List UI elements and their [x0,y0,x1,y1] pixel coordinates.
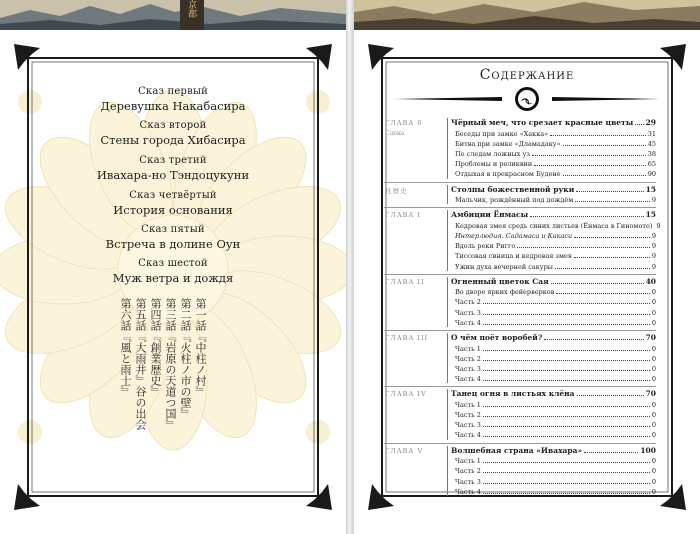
dot-leader [483,350,650,351]
section-divider [384,207,656,208]
page-number: 40 [645,276,656,286]
entry-title: Тиссовая синица и кедровая змея [455,252,572,261]
tale-entry [0,224,346,251]
chapter-label: ГЛАВА I [385,211,421,220]
dot-leader [483,493,650,494]
section-vertical-rule [447,277,448,327]
chapter-heading-link[interactable] [451,210,656,219]
chapter-label: ГЛАВА IV [385,390,427,399]
entry-title: Огненный цветок Сая [451,276,549,286]
page-number: 0 [651,288,656,297]
toc-entry-link[interactable] [455,457,656,465]
toc-entry-link[interactable] [455,196,656,204]
toc-entry-link[interactable] [455,467,656,475]
entry-title: Часть 4 [455,487,481,496]
entry-title: Амбиции Ёнмасы [451,210,529,220]
section-vertical-rule [447,389,448,439]
page-number: 9 [651,231,656,240]
entry-title: Битва при замке «Дламадаку» [455,139,561,148]
chapter-heading-link[interactable] [451,118,656,127]
tale-title: Муж ветра и дождя [112,271,234,285]
entry-title: Часть 3 [455,477,481,486]
chapter-heading-link[interactable] [451,185,656,194]
dot-leader [532,155,646,156]
dot-leader [574,257,650,258]
dot-leader [483,436,650,437]
painting-strip [354,0,700,30]
page-number: 70 [645,333,656,342]
dot-leader [483,380,650,381]
page-number: 0 [651,411,656,419]
section-divider [384,386,656,387]
entry-title: Часть 3 [455,308,481,317]
entry-title: Чёрный меч, что срезает красные цветы [451,118,634,127]
chapter-heading-link[interactable] [451,446,656,455]
tale-number: Сказ пятый [141,224,205,235]
page-number: 65 [647,160,656,169]
section-vertical-rule [447,185,448,205]
chapter-heading-link[interactable] [451,333,656,342]
entry-title: Отдыхая в прекрасном Будене [455,170,561,179]
dot-leader [483,406,650,407]
page-number: 0 [651,487,656,496]
toc-title: Содержание [479,67,575,83]
page-number: 9 [651,242,656,251]
dot-leader [483,314,650,315]
section-divider [384,182,656,183]
entry-title: Мальчик, рождённый под дождём [455,196,574,204]
toc-entry-link[interactable] [455,431,656,439]
vertical-title: 第二話『火柱ノ市の壁』 [179,298,192,419]
toc-entry-link[interactable] [455,421,656,429]
page-number: 0 [651,308,656,317]
tale-number: Сказ четвёртый [129,190,217,201]
entry-title: Часть 4 [455,431,481,440]
page-number: 0 [651,344,656,353]
entry-title: Проблемы и реликвии [455,160,533,169]
toc-entry-link[interactable] [455,160,656,168]
page-number: 0 [651,400,656,409]
toc-entry-link[interactable] [455,170,656,178]
toc-entry-link[interactable] [455,288,656,296]
toc-entry-link[interactable] [455,319,656,327]
dot-leader [556,293,649,294]
toc-entry-link[interactable] [455,365,656,373]
entry-title: Часть 2 [455,411,481,419]
toc-entry-link[interactable] [455,375,656,383]
tale-title: Стены города Хибасира [100,133,246,147]
page-number: 70 [645,389,656,399]
entry-title: Волшебная страна «Ивахара» [451,445,583,455]
dot-leader [483,303,650,304]
dot-leader [550,135,646,136]
entry-title: Интерлюдия. Садамаса и Какаси [455,231,573,240]
toc-entry-link[interactable] [455,488,656,496]
tale-title: Ивахара-но Тэндоцукуни [96,168,250,182]
page-number: 9 [656,221,661,230]
chapter-heading-link[interactable] [451,389,656,398]
dot-leader [483,426,650,427]
toc-entry-link[interactable] [455,411,656,419]
dot-leader [483,462,650,463]
dot-leader [483,360,650,361]
page-number: 15 [645,184,656,194]
tale-entry [0,190,346,217]
dot-leader [551,283,644,284]
toc-entry-link[interactable] [455,298,656,306]
page-number: 31 [647,129,656,138]
chapter-sublabel: Сцена [385,130,405,137]
page-number: 45 [647,139,656,148]
page-number: 9 [651,262,656,271]
toc-entry-link[interactable] [455,140,656,148]
chapter-heading-link[interactable] [451,277,656,286]
toc-entry-link[interactable] [455,263,656,271]
tale-number: Сказ второй [139,120,207,131]
entry-title: Часть 1 [455,400,481,409]
tale-entry [0,86,346,113]
entry-title: Танец огня в листьях клёна [451,389,575,399]
page-number: 29 [645,118,656,127]
section-divider [384,330,656,331]
page-number: 0 [651,364,656,373]
dot-leader [483,472,650,473]
mitsudomoe-emblem-divider [394,86,660,112]
dot-leader [530,216,643,217]
section-divider [384,443,656,444]
section-vertical-rule [447,333,448,383]
chapter-label: ГЛАВА II [385,277,425,286]
toc-entry-link[interactable] [455,252,656,260]
dot-leader [517,247,650,248]
dot-leader [575,201,650,202]
entry-title: Часть 4 [455,318,481,327]
page-number: 0 [651,457,656,466]
page-number: 15 [645,210,656,220]
dot-leader [574,237,650,238]
section-vertical-rule [447,210,448,271]
entry-title: Часть 3 [455,364,481,373]
toc-entry-link[interactable] [455,478,656,486]
section-vertical-rule [447,118,448,179]
dot-leader [544,339,643,340]
dot-leader [534,165,646,166]
entry-title: Столпы божественной руки [451,184,575,194]
dot-leader [577,395,644,396]
page-number: 38 [647,149,656,158]
vertical-title: 第五話『大雨井』谷の出会 [134,298,147,430]
page-number: 0 [651,477,656,486]
page-number: 0 [651,431,656,440]
tale-title: Деревушка Накабасира [100,99,246,113]
entry-title: Кедровая змея средь синих листьев (Ёнмаса в Гиномоте) [455,221,653,230]
toc-entry-link[interactable] [455,345,656,353]
page-number: 0 [651,467,656,476]
entry-title: Беседы при замке «Хакка» [455,129,549,138]
page-number: 9 [651,196,656,204]
chapter-label: 柱歴史 [385,186,408,195]
entry-title: Часть 2 [455,467,481,476]
entry-title: Часть 2 [455,354,481,363]
toc-entry-link[interactable] [455,150,656,158]
section-divider [384,274,656,275]
left-page [0,0,346,534]
page-number: 0 [651,318,656,327]
tale-entry [0,120,346,147]
dot-leader [563,175,646,176]
tale-title: История основания [113,203,233,217]
vertical-title: 第六話『風と雨士』 [119,298,132,397]
dot-leader [584,452,638,453]
tale-title: Встреча в долине Оун [105,237,241,251]
toc-entry-link[interactable] [455,355,656,363]
entry-title: Часть 1 [455,344,481,353]
page-number: 100 [640,445,656,455]
entry-title: Часть 4 [455,375,481,384]
entry-title: Часть 1 [455,457,481,466]
page-number: 0 [651,375,656,384]
dot-leader [483,483,650,484]
chapter-label: ГЛАВА V [385,446,424,455]
toc-entry-link[interactable] [455,401,656,409]
page-number: 0 [651,421,656,430]
entry-title: Ужин духа вечерней сакуры [455,262,553,271]
toc-entry-link[interactable] [455,130,656,138]
dot-leader [555,268,650,269]
dot-leader [483,370,650,371]
dot-leader [635,124,643,125]
entry-title: По следам ложных уз [455,149,530,158]
tale-entry [0,258,346,285]
vertical-title: 第一話『中柱ノ村』 [194,298,207,397]
vertical-stamp: 京都 [186,0,196,18]
dot-leader [483,324,650,325]
entry-title: Часть 3 [455,421,481,430]
section-vertical-rule [447,446,448,496]
tale-number: Сказ шестой [138,258,208,269]
chapter-label: ГЛАВА III [385,334,429,342]
page-number: 90 [647,170,656,179]
entry-title: Часть 2 [455,298,481,307]
tale-entry [0,155,346,182]
toc-entry-link[interactable] [455,242,656,250]
page-number: 0 [651,298,656,307]
entry-title: Во дворе ярких фейерверков [455,288,555,297]
dot-leader [576,191,643,192]
page-number: 9 [651,252,656,261]
right-page [354,0,700,534]
painting-strip [0,0,346,30]
entry-title: О чём поёт воробей? [451,333,543,342]
vertical-title: 第四話『創業歴史』 [149,298,162,397]
tale-number: Сказ третий [139,155,207,166]
toc-entry-link[interactable] [455,232,656,240]
toc-entry-link[interactable] [455,309,656,317]
entry-title: Вдоль реки Ригго [455,242,516,251]
dot-leader [563,145,646,146]
chapter-label: ГЛАВА 0 [385,119,423,127]
tale-number: Сказ первый [138,86,208,97]
book-gutter [346,0,354,534]
toc-entry-link[interactable] [455,221,661,230]
dot-leader [483,416,650,417]
vertical-title: 第三話『岩原の天道つ国』 [164,298,177,430]
page-number: 0 [651,354,656,363]
